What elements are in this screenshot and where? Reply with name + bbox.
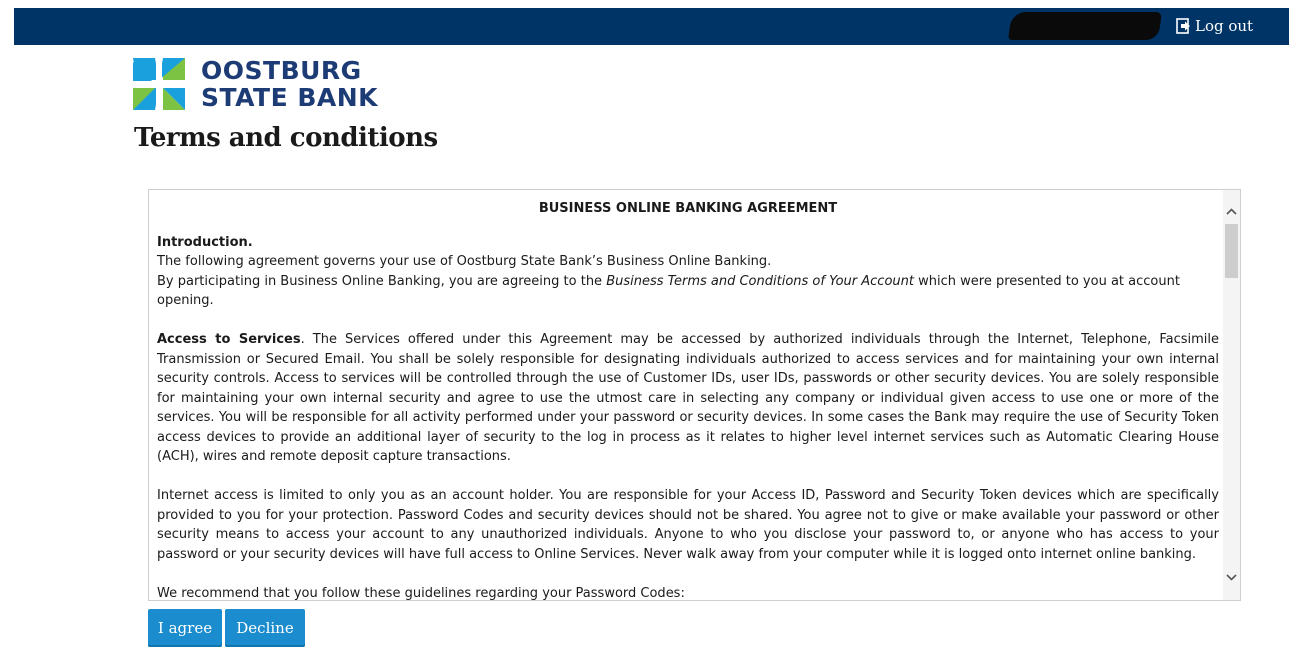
decline-button[interactable]: Decline <box>225 609 305 647</box>
agreement-scroll-box[interactable] <box>148 189 1241 601</box>
chevron-up-icon <box>1226 208 1237 215</box>
recommend-paragraph: We recommend that you follow these guidelines regarding your Password Codes: <box>157 585 685 601</box>
access-title: Access to Services <box>157 332 301 347</box>
top-navigation-bar <box>14 8 1289 45</box>
logo-text <box>201 57 378 111</box>
redacted-username <box>1008 12 1162 40</box>
scroll-up-button[interactable] <box>1223 203 1240 220</box>
intro-line-2 <box>157 272 1219 311</box>
logo-line-2: STATE BANK <box>201 83 379 112</box>
access-text: . The Services offered under this Agreement may be accessed by authorized individuals through the Internet, Telephone, Facsimile Transmission or Secured Email. You shall be solely responsible for designating individuals authorized to access services and for maintaining your own internal security controls. Access to services will be controlled through the use of Customer IDs, user IDs, passwords or other security devices. You are solely responsible for maintaining your own internal security and agree to use the utmost care in selecting any company or individual given access to use one or more of the services. You will be responsible for all activity performed under your password or security devices. In some cases the Bank may require the use of Security Token access devices to provide an additional layer of security to the log in process as it relates to higher level internet services such as Automatic Clearing House (ACH), wires and remote deposit capture transactions. <box>157 332 1219 464</box>
scroll-down-button[interactable] <box>1223 569 1240 586</box>
access-paragraph <box>157 330 1219 467</box>
intro-line-2-italic: Business Terms and Conditions of Your Account <box>606 273 914 289</box>
vertical-scrollbar[interactable] <box>1223 190 1240 600</box>
agree-button[interactable]: I agree <box>148 609 222 647</box>
chevron-down-icon <box>1226 574 1237 581</box>
intro-line-2-post: which were presented to you at account opening. <box>157 273 1180 308</box>
scroll-thumb[interactable] <box>1225 224 1238 278</box>
intro-title: Introduction. <box>157 234 253 250</box>
agreement-content <box>157 190 1219 601</box>
intro-line-2-pre: By participating in Business Online Banking, you are agreeing to the <box>157 273 607 289</box>
bank-logo <box>133 57 378 111</box>
logo-mark-icon <box>133 58 185 110</box>
agreement-heading: BUSINESS ONLINE BANKING AGREEMENT <box>538 201 838 216</box>
logout-icon <box>1176 18 1191 34</box>
page-title: Terms and conditions <box>134 123 438 153</box>
logout-label[interactable]: Log out <box>1195 17 1254 35</box>
intro-line-1: The following agreement governs your use of Oostburg State Bank’s Business Online Banking. <box>157 254 772 269</box>
logout-link[interactable] <box>1176 15 1253 37</box>
internet-paragraph: Internet access is limited to only you as an account holder. You are responsible for your Access ID, Password and Security Token devices which are specifically provided to you for your protection. Password Codes and security devices should not be shared. You agree not to give or make available your password or other security means to access your account to any unauthorized individuals. Anyone to who you disclose your password to, or anyone who has access to your password or your security devices will have full access to Online Services. Never walk away from your computer while it is logged onto internet online banking. <box>157 488 1219 562</box>
logo-line-1: OOSTBURG <box>201 56 362 85</box>
